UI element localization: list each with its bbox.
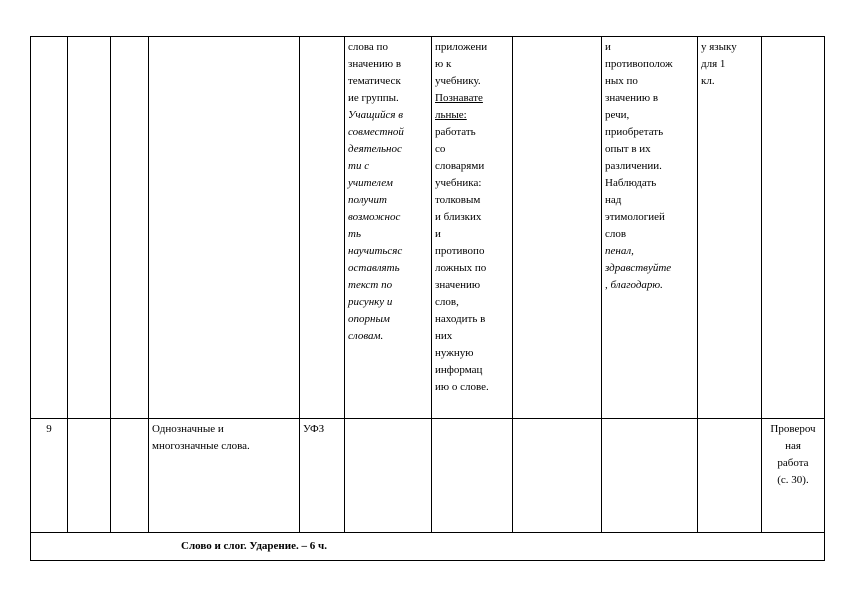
topic-cell	[149, 37, 300, 419]
meta-results-cell	[432, 37, 513, 419]
date-fact-cell	[111, 37, 149, 419]
lesson-type-cell	[300, 37, 345, 419]
note-cell	[698, 419, 762, 533]
section-title: Слово и слог. Ударение. – 6 ч.	[31, 533, 825, 561]
section-row	[31, 533, 825, 561]
meta-cognitive-heading: Познавате льные:	[435, 92, 483, 121]
table-row	[31, 37, 825, 419]
activity-cell	[602, 419, 698, 533]
control-cell	[762, 37, 825, 419]
control-cell	[762, 419, 825, 533]
subject-results-cell	[345, 419, 432, 533]
topic-cell	[149, 419, 300, 533]
lesson-type-cell: УФЗ	[300, 419, 345, 533]
meta-results-cell	[432, 419, 513, 533]
subject-results-text: слова по значению в тематическ ие группы.	[348, 41, 402, 104]
note-cell	[698, 37, 762, 419]
subject-results-cell	[345, 37, 432, 419]
date-cell	[68, 37, 111, 419]
lesson-number-cell: 9	[31, 419, 68, 533]
lesson-number-cell	[31, 37, 68, 419]
table-row	[31, 419, 825, 533]
activity-italic: пенал, здравствуйте , благодарю.	[605, 245, 672, 291]
meta-results-more: работать со словарями учебника: толковым и близких и противопо ложных по значению слов, находить в них нужную информац ию о слове.	[435, 126, 489, 393]
activity-cell	[602, 37, 698, 419]
note-text: у языку для 1 кл.	[701, 41, 737, 87]
subject-results-italic: Учащийся в совместной деятельнос ти с учителем получит возможнос ть научитьсяс оставлять текст по рисунку и опорным словам.	[348, 109, 404, 342]
control-text: Провероч ная работа (с. 30).	[770, 423, 816, 486]
meta-results-text: приложени ю к учебнику.	[435, 41, 488, 87]
personal-results-cell	[513, 419, 602, 533]
activity-text: и противополож ных по значению в речи, приобретать опыт в их различении. Наблюдать над этимологией слов	[605, 41, 673, 240]
lesson-plan-table	[30, 36, 825, 561]
topic-text: Однозначные и многозначные слова.	[152, 423, 250, 452]
date-fact-cell	[111, 419, 149, 533]
personal-results-cell	[513, 37, 602, 419]
date-cell	[68, 419, 111, 533]
